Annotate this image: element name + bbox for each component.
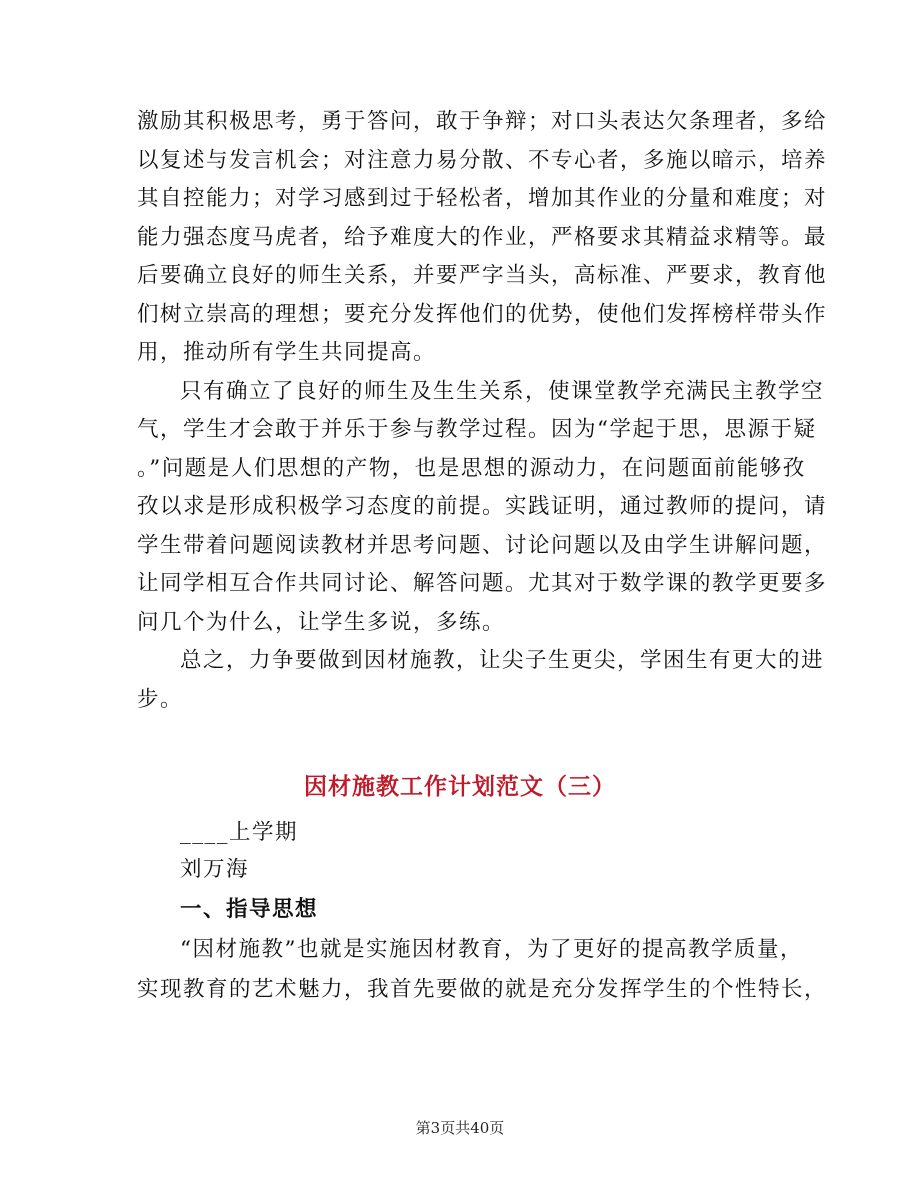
page-number: 第3页共40页 (415, 1119, 505, 1137)
section-title: 因材施教工作计划范文（三） (304, 773, 616, 800)
paragraph-line: 以复述与发言机会；对注意力易分散、不专心者，多施以暗示，培养 (137, 147, 828, 173)
paragraph-line: 孜以求是形成积极学习态度的前提。实践证明，通过教师的提问，请 (137, 494, 828, 519)
paragraph-line: 总之，力争要做到因材施教，让尖子生更尖，学困生有更大的进 (180, 648, 825, 673)
paragraph-line: 问几个为什么，让学生多说，多练。 (137, 609, 506, 635)
section-heading: 一、指导思想 (180, 897, 319, 922)
paragraph-line: 用，推动所有学生共同提高。 (137, 340, 437, 365)
paragraph-line: 们树立崇高的理想；要充分发挥他们的优势，使他们发挥榜样带头作 (137, 301, 828, 327)
paragraph-line: 学生带着问题阅读教材并思考问题、讨论问题以及由学生讲解问题， (137, 532, 828, 558)
paragraph-line: 其自控能力；对学习感到过于轻松者，增加其作业的分量和难度；对 (137, 186, 828, 211)
paragraph-line: 实现教育的艺术魅力，我首先要做的就是充分发挥学生的个性特长， (137, 977, 828, 1002)
paragraph-line: 后要确立良好的师生关系，并要严字当头，高标准、严要求，教育他 (137, 263, 828, 288)
paragraph-line: 只有确立了良好的师生及生生关系，使课堂教学充满民主教学空 (180, 378, 825, 404)
paragraph-line: 能力强态度马虎者，给予难度大的作业，严格要求其精益求精等。最 (137, 224, 828, 250)
term-label: ____上学期 (180, 820, 299, 845)
paragraph-line: “因材施教”也就是实施因材教育，为了更好的提高教学质量， (180, 937, 803, 962)
author-name: 刘万海 (180, 857, 250, 882)
paragraph-line: 气，学生才会敢于并乐于参与教学过程。因为“学起于思，思源于疑 (137, 417, 817, 442)
paragraph-line: 让同学相互合作共同讨论、解答问题。尤其对于数学课的教学更要多 (137, 571, 828, 596)
paragraph-line: 步。 (137, 686, 184, 712)
paragraph-line: 激励其积极思考，勇于答问，敢于争辩；对口头表达欠条理者，多给 (137, 109, 828, 134)
paragraph-line: 。”问题是人们思想的产物，也是思想的源动力，在问题面前能够孜 (137, 455, 806, 481)
